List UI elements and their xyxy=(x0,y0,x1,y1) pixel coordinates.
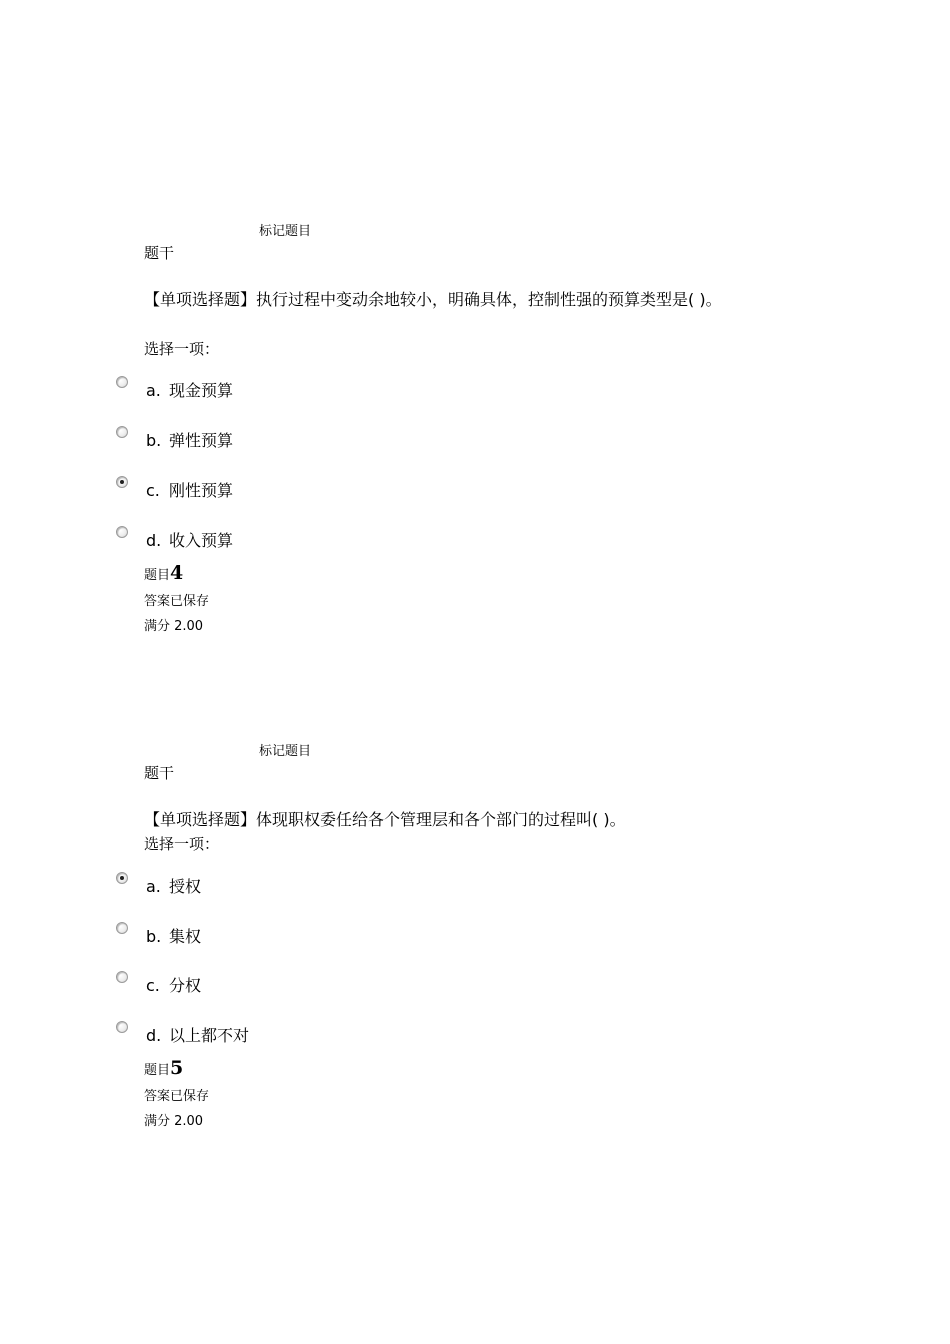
option-label: 现金预算 xyxy=(169,381,234,400)
option-letter: c. xyxy=(146,976,160,995)
option-a-radio[interactable] xyxy=(116,376,128,388)
option-label: 授权 xyxy=(169,877,202,896)
option-c[interactable] xyxy=(146,483,233,499)
choose-one-prompt: 选择一项： xyxy=(144,340,220,358)
question-number-value: 4 xyxy=(170,562,184,584)
answer-status: 答案已保存 xyxy=(144,594,210,609)
question-number-label: 题目 xyxy=(144,1063,171,1078)
question-number-value: 5 xyxy=(170,1057,184,1079)
option-d-radio[interactable] xyxy=(116,526,128,538)
option-label: 分权 xyxy=(169,976,202,995)
question-number xyxy=(144,1059,183,1078)
question-score: 满分 2.00 xyxy=(144,619,204,634)
answer-status: 答案已保存 xyxy=(144,1089,210,1104)
option-c[interactable] xyxy=(146,978,201,994)
option-letter: d. xyxy=(146,531,162,550)
option-label: 集权 xyxy=(169,927,202,946)
question-text: 【单项选择题】体现职权委任给各个管理层和各个部门的过程叫( )。 xyxy=(144,810,626,829)
option-a[interactable] xyxy=(146,383,233,399)
option-label: 刚性预算 xyxy=(169,481,234,500)
option-letter: c. xyxy=(146,481,160,500)
option-letter: d. xyxy=(146,1026,162,1045)
question-number-label: 题目 xyxy=(144,568,171,583)
option-b-radio[interactable] xyxy=(116,426,128,438)
option-a-radio[interactable] xyxy=(116,872,128,884)
option-letter: b. xyxy=(146,927,162,946)
flag-question-link[interactable]: 标记题目 xyxy=(259,744,312,759)
question-number xyxy=(144,564,183,583)
question-stem-label: 题干 xyxy=(144,764,175,782)
option-b[interactable] xyxy=(146,929,201,945)
question-score: 满分 2.00 xyxy=(144,1114,204,1129)
option-letter: a. xyxy=(146,381,161,400)
option-b-radio[interactable] xyxy=(116,922,128,934)
flag-question-link[interactable]: 标记题目 xyxy=(259,224,312,239)
question-text: 【单项选择题】执行过程中变动余地较小，明确具体，控制性强的预算类型是( )。 xyxy=(144,290,722,309)
option-a[interactable] xyxy=(146,879,201,895)
option-d[interactable] xyxy=(146,1028,249,1044)
option-d-radio[interactable] xyxy=(116,1021,128,1033)
option-letter: a. xyxy=(146,877,161,896)
option-d[interactable] xyxy=(146,533,233,549)
option-c-radio[interactable] xyxy=(116,476,128,488)
option-label: 弹性预算 xyxy=(169,431,234,450)
option-label: 收入预算 xyxy=(169,531,234,550)
option-b[interactable] xyxy=(146,433,233,449)
choose-one-prompt: 选择一项： xyxy=(144,835,220,853)
option-letter: b. xyxy=(146,431,162,450)
option-c-radio[interactable] xyxy=(116,971,128,983)
option-label: 以上都不对 xyxy=(169,1026,250,1045)
question-stem-label: 题干 xyxy=(144,244,175,262)
